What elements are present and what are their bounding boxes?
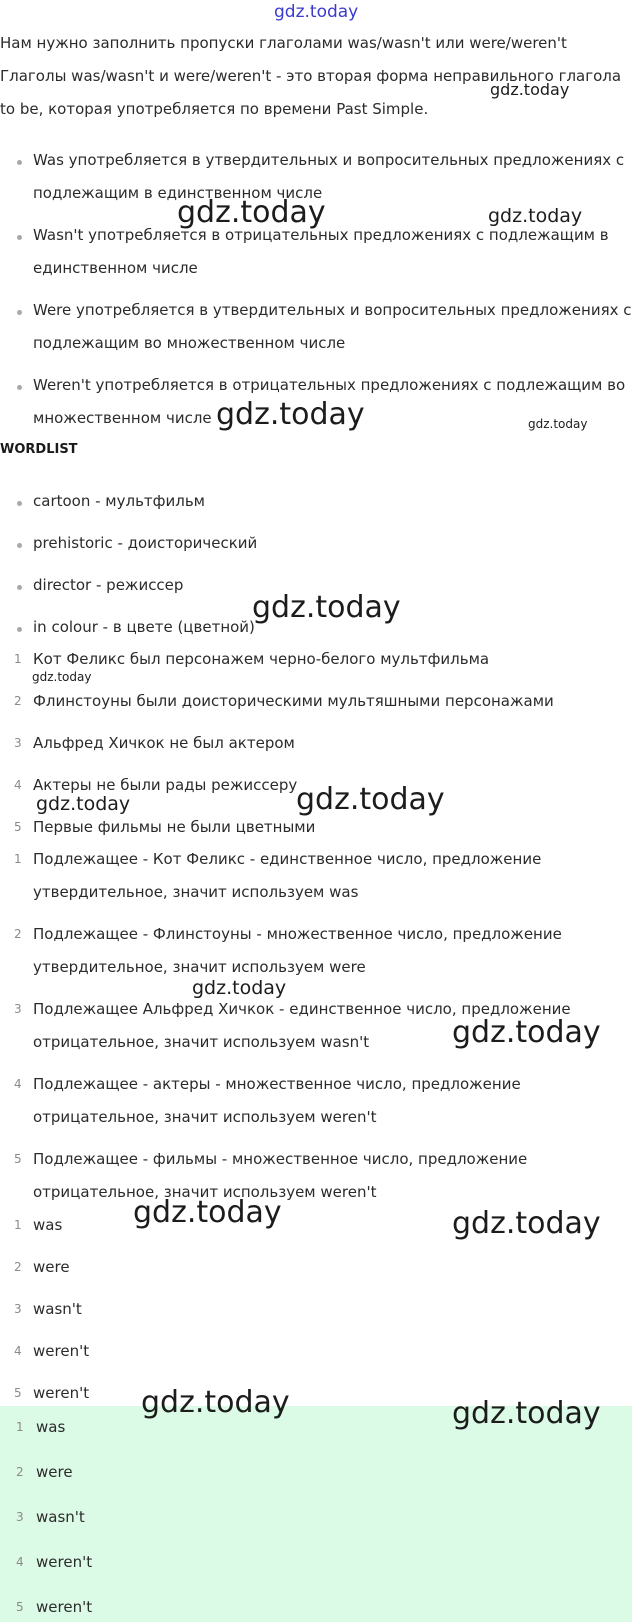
final-answer-item: wasn't [36, 1508, 85, 1526]
rule-4-line-1: Weren't употребляется в отрицательных предложениях с подлежащим во [33, 376, 626, 394]
list-number: 3 [14, 1302, 22, 1316]
rule-3-line-1: Were употребляется в утвердительных и вопросительных предложениях с [33, 301, 632, 319]
intro-line-2: Глаголы was/wasn't и were/weren't - это вторая форма неправильного глагола [0, 67, 622, 85]
intro-line-3: to be, которая употребляется по времени Past Simple. [0, 100, 429, 118]
translation-item: Актеры не были рады режиссеру [33, 776, 298, 794]
watermark: gdz.today [490, 80, 570, 99]
translation-item: Альфред Хичкок не был актером [33, 734, 295, 752]
watermark: gdz.today [133, 1195, 282, 1230]
rule-1-line-2: подлежащим в единственном числе [33, 184, 323, 202]
watermark: gdz.today [252, 590, 401, 625]
list-number: 4 [14, 778, 22, 792]
bullet-icon [17, 235, 22, 240]
final-answer-item: weren't [36, 1553, 93, 1571]
watermark: gdz.today [528, 417, 588, 431]
list-number: 4 [14, 1344, 22, 1358]
explanation-line-2: отрицательное, значит используем weren't [33, 1183, 377, 1201]
answer-item: weren't [33, 1342, 90, 1360]
watermark: gdz.today [192, 977, 287, 999]
rule-2-line-1: Wasn't употребляется в отрицательных предложениях с подлежащим в [33, 226, 609, 244]
watermark: gdz.today [216, 397, 365, 432]
answer-item: were [33, 1258, 70, 1276]
list-number: 2 [14, 694, 22, 708]
explanation-line-2: отрицательное, значит используем weren't [33, 1108, 377, 1126]
explanation-line-1: Подлежащее Альфред Хичкок - единственное число, предложение [33, 1000, 571, 1018]
wordlist-item: cartoon - мультфильм [33, 492, 205, 510]
translation-item: Флинстоуны были доисторическими мультяшными персонажами [33, 692, 554, 710]
bullet-icon [17, 627, 22, 632]
list-number: 1 [14, 852, 22, 866]
list-number: 3 [16, 1510, 24, 1524]
translation-item: Первые фильмы не были цветными [33, 818, 316, 836]
wordlist-item: director - режиссер [33, 576, 184, 594]
list-number: 2 [14, 1260, 22, 1274]
watermark-top: gdz.today [274, 2, 359, 22]
watermark: gdz.today [32, 670, 92, 684]
list-number: 5 [14, 1152, 22, 1166]
list-number: 1 [16, 1420, 24, 1434]
rule-3-line-2: подлежащим во множественном числе [33, 334, 346, 352]
list-number: 2 [14, 927, 22, 941]
bullet-icon [17, 310, 22, 315]
final-answer-item: weren't [36, 1598, 93, 1616]
explanation-line-1: Подлежащее - фильмы - множественное число, предложение [33, 1150, 528, 1168]
explanation-line-1: Подлежащее - Флинстоуны - множественное число, предложение [33, 925, 562, 943]
watermark: gdz.today [141, 1385, 290, 1420]
intro-line-1: Нам нужно заполнить пропуски глаголами was/wasn't или were/weren't [0, 34, 567, 52]
list-number: 4 [16, 1555, 24, 1569]
answer-item: wasn't [33, 1300, 82, 1318]
watermark: gdz.today [452, 1015, 601, 1050]
bullet-icon [17, 543, 22, 548]
list-number: 4 [14, 1077, 22, 1091]
list-number: 5 [14, 820, 22, 834]
watermark: gdz.today [36, 793, 131, 815]
rule-2-line-2: единственном числе [33, 259, 198, 277]
answer-highlight-block [0, 1406, 632, 1622]
list-number: 2 [16, 1465, 24, 1479]
explanation-line-2: отрицательное, значит используем wasn't [33, 1033, 370, 1051]
rule-1-line-1: Was употребляется в утвердительных и вопросительных предложениях с [33, 151, 625, 169]
explanation-line-1: Подлежащее - актеры - множественное число, предложение [33, 1075, 521, 1093]
answer-item: weren't [33, 1384, 90, 1402]
wordlist-item: prehistoric - доисторический [33, 534, 258, 552]
watermark: gdz.today [488, 205, 583, 227]
watermark: gdz.today [296, 782, 445, 817]
list-number: 3 [14, 1002, 22, 1016]
watermark: gdz.today [452, 1206, 601, 1241]
wordlist-item: in colour - в цвете (цветной) [33, 618, 255, 636]
final-answer-item: was [36, 1418, 66, 1436]
list-number: 1 [14, 652, 22, 666]
bullet-icon [17, 160, 22, 165]
explanation-line-2: утвердительное, значит используем were [33, 958, 366, 976]
final-answer-item: were [36, 1463, 73, 1481]
answer-item: was [33, 1216, 63, 1234]
bullet-icon [17, 501, 22, 506]
bullet-icon [17, 585, 22, 590]
wordlist-heading: WORDLIST [0, 442, 78, 457]
list-number: 3 [14, 736, 22, 750]
list-number: 1 [14, 1218, 22, 1232]
explanation-line-1: Подлежащее - Кот Феликс - единственное число, предложение [33, 850, 542, 868]
watermark: gdz.today [452, 1396, 601, 1431]
rule-4-line-2: множественном числе [33, 409, 212, 427]
list-number: 5 [14, 1386, 22, 1400]
bullet-icon [17, 385, 22, 390]
watermark: gdz.today [177, 195, 326, 230]
list-number: 5 [16, 1600, 24, 1614]
explanation-line-2: утвердительное, значит используем was [33, 883, 359, 901]
translation-item: Кот Феликс был персонажем черно-белого мультфильма [33, 650, 490, 668]
